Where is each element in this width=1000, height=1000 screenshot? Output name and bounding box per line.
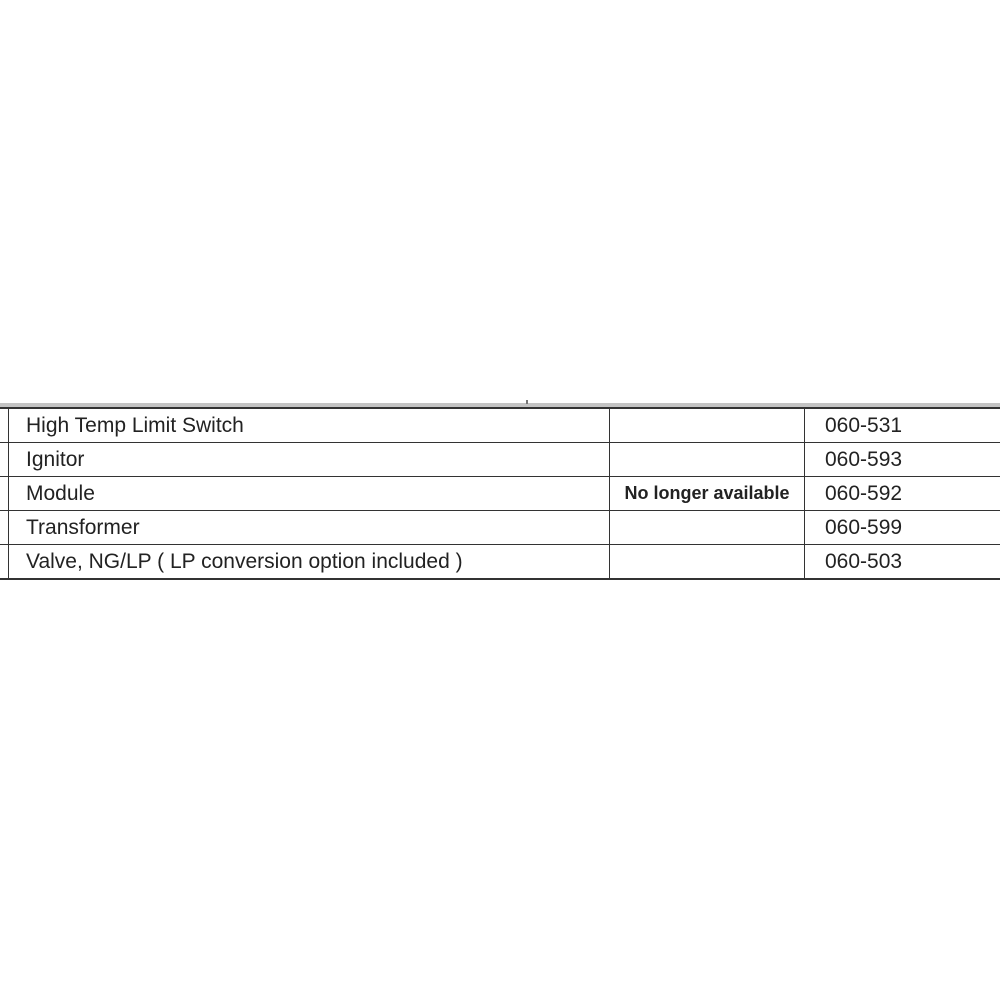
- part-description: Module: [9, 477, 610, 511]
- table-row: [0, 408, 1000, 443]
- part-number: 060-593: [805, 443, 1000, 477]
- part-number: 060-592: [805, 477, 1000, 511]
- table-row: [0, 545, 1000, 580]
- part-description: Valve, NG/LP ( LP conversion option included ): [9, 545, 610, 580]
- table-row: [0, 511, 1000, 545]
- availability-note: [610, 511, 805, 545]
- row-lead-cell: [0, 477, 9, 511]
- parts-table: [0, 407, 1000, 580]
- availability-note: [610, 443, 805, 477]
- part-number: 060-599: [805, 511, 1000, 545]
- part-description: Ignitor: [9, 443, 610, 477]
- availability-note: No longer available: [610, 477, 805, 511]
- availability-note: [610, 545, 805, 580]
- divider-mark: [526, 400, 528, 404]
- row-lead-cell: [0, 408, 9, 443]
- row-lead-cell: [0, 511, 9, 545]
- table-row: [0, 443, 1000, 477]
- availability-note: [610, 408, 805, 443]
- part-number: 060-503: [805, 545, 1000, 580]
- table-row: [0, 477, 1000, 511]
- part-number: 060-531: [805, 408, 1000, 443]
- part-description: High Temp Limit Switch: [9, 408, 610, 443]
- row-lead-cell: [0, 443, 9, 477]
- row-lead-cell: [0, 545, 9, 580]
- part-description: Transformer: [9, 511, 610, 545]
